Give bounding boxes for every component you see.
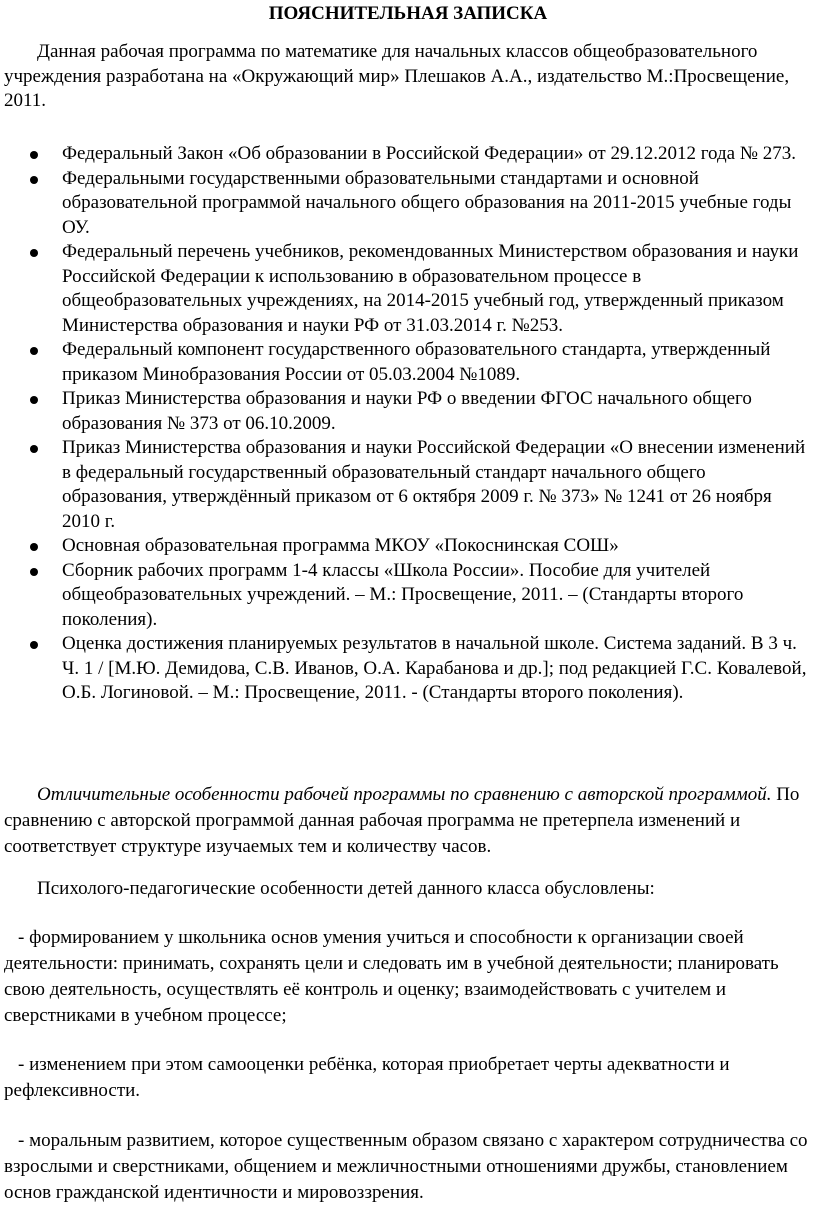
document-title: ПОЯСНИТЕЛЬНАЯ ЗАПИСКА — [268, 3, 548, 24]
intro-paragraph: Данная рабочая программа по математике для начальных классов общеобразовательного учреждения разработана на «Окружающий мир» Плешаков А.А., издательство М.:Просвещение, 2011. — [4, 41, 790, 111]
reference-text: Федеральный компонент государственного образовательного стандарта, утвержденный приказом Минобразования России от 05.03.2004 №1089. — [62, 339, 771, 385]
reference-text: Федеральный Закон «Об образовании в Российской Федерации» от 29.12.2012 года № 273. — [62, 143, 796, 164]
reference-item — [0, 167, 816, 241]
reference-item — [0, 338, 816, 387]
reference-text: Оценка достижения планируемых результатов в начальной школе. Система заданий. В 3 ч. Ч. 1 / [М.Ю. Демидова, С.В. Иванов, О.А. Карабанова и др.]; под редакцией Г.С. Ковалевой, О.Б. Логиновой. – М.: Просвещение, 2011. - (Стандарты второго поколения). — [62, 633, 807, 703]
reference-text: Приказ Министерства образования и науки Российской Федерации «О внесении изменений в федеральный государственный образовательный стандарт начального общего образования, утверждённый приказом от 6 октября 2009 г. № 373» № 1241 от 26 ноября 2010 г. — [62, 437, 806, 532]
bullet-icon — [30, 445, 38, 453]
reference-text: Сборник рабочих программ 1-4 классы «Школа России». Пособие для учителей общеобразовательных учреждений. – М.: Просвещение, 2011. – (Стандарты второго поколения). — [62, 559, 744, 630]
reference-item — [0, 534, 816, 559]
reference-item — [0, 632, 816, 706]
reference-text: Федеральный перечень учебников, рекомендованных Министерством образования и науки Российской Федерации к использованию в образовательном процессе в общеобразовательных учреждениях, на 2014-2015 учебный год, утвержденный приказом Министерства образования и науки РФ от 31.03.2014 г. №253. — [62, 241, 799, 336]
features-heading: Отличительные особенности рабочей программы по сравнению с авторской программой. — [37, 784, 772, 805]
psychology-intro: Психолого-педагогические особенности детей данного класса обусловлены: — [37, 878, 655, 899]
features-text: По сравнению с авторской программой данная рабочая программа не претерпела изменений и соответствует структуре изучаемых тем и количеству часов. — [4, 784, 800, 857]
psychology-item: - моральным развитием, которое существенным образом связано с характером сотрудничества со взрослыми и сверстниками, общением и межличностными отношениями дружбы, становлением основ гражданской идентичности и мировоззрения. — [4, 1130, 808, 1203]
psychology-item: - формированием у школьника основ умения учиться и способности к организации своей деятельности: принимать, сохранять цели и следовать им в учебной деятельности; планировать свою деятельность, осуществлять её контроль и оценку; взаимодействовать с учителем и сверстниками в учебном процессе; — [4, 927, 779, 1026]
bullet-icon — [30, 347, 38, 355]
reference-text: Федеральными государственными образовательными стандартами и основной образовательной программой начального общего образования на 2011-2015 учебные годы ОУ. — [62, 167, 792, 238]
reference-item — [0, 559, 816, 633]
references-list — [0, 142, 816, 706]
reference-item — [0, 436, 816, 534]
bullet-icon — [30, 543, 38, 551]
bullet-icon — [30, 151, 38, 159]
reference-text: Приказ Министерства образования и науки РФ о введении ФГОС начального общего образования № 373 от 06.10.2009. — [62, 388, 752, 434]
psychology-item: - изменением при этом самооценки ребёнка, которая приобретает черты адекватности и рефлексивности. — [4, 1054, 730, 1101]
bullet-icon — [30, 249, 38, 257]
reference-text: Основная образовательная программа МКОУ «Покоснинская СОШ» — [62, 535, 619, 556]
bullet-icon — [30, 568, 38, 576]
bullet-icon — [30, 641, 38, 649]
bullet-icon — [30, 176, 38, 184]
reference-item — [0, 240, 816, 338]
reference-item — [0, 387, 816, 436]
reference-item — [0, 142, 816, 167]
features-paragraph — [4, 782, 812, 860]
bullet-icon — [30, 396, 38, 404]
